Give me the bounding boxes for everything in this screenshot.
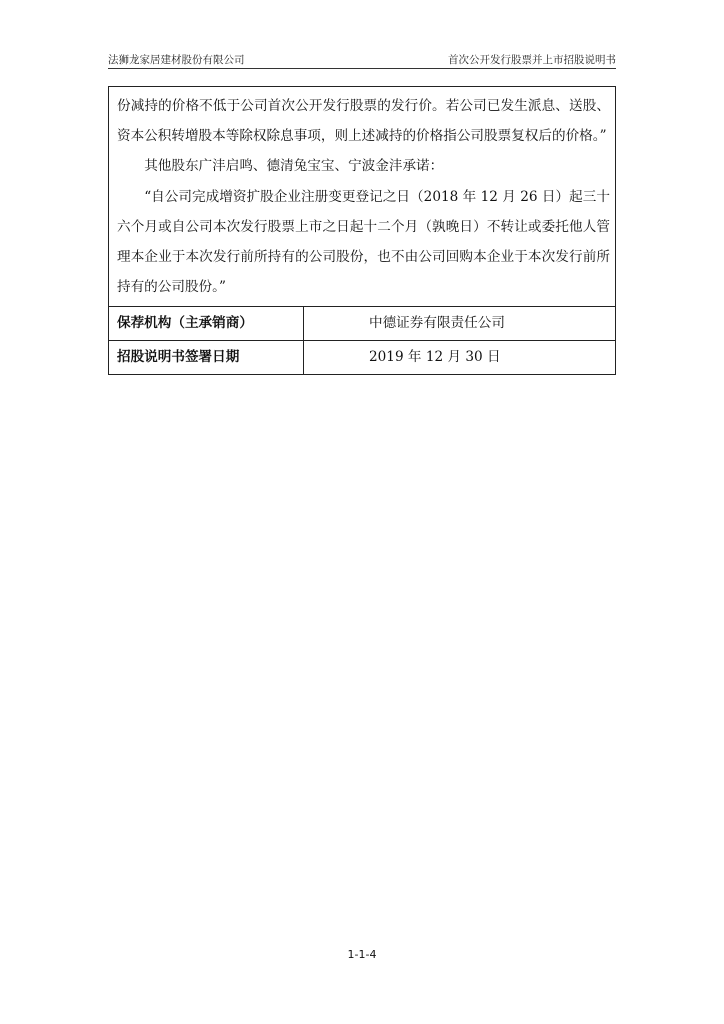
info-table (108, 86, 616, 375)
commitment-paragraph-continued: 份减持的价格不低于公司首次公开发行股票的发行价。若公司已发生派息、送股、资本公积转增股本等除权除息事项，则上述减持的价格指公司股票复权后的价格。” (117, 98, 610, 145)
other-shareholders-commitment: “自公司完成增资扩股企业注册变更登记之日（2018 年 12 月 26 日）起三十六个月或自公司本次发行股票上市之日起十二个月（孰晚日）不转让或委托他人管理本企业于本次发行前所持有的公司股份，也不由公司回购本企业于本次发行前所持有的公司股份。” (117, 188, 610, 296)
sponsor-label: 保荐机构（主承销商） (109, 307, 304, 340)
other-shareholders-intro: 其他股东广沣启鸣、德清兔宝宝、宁波金沣承诺： (144, 158, 444, 175)
sponsor-row (109, 306, 615, 340)
page-header (108, 52, 616, 68)
page-number: 1-1-4 (347, 948, 377, 961)
signing-date-row (109, 340, 615, 374)
header-company-name: 法狮龙家居建材股份有限公司 (108, 54, 245, 66)
commitment-text-cell (109, 87, 615, 306)
sponsor-value: 中德证券有限责任公司 (369, 315, 505, 332)
header-divider (108, 68, 616, 69)
signing-date-value: 2019 年 12 月 30 日 (369, 349, 501, 366)
header-document-title: 首次公开发行股票并上市招股说明书 (448, 54, 616, 66)
signing-date-label: 招股说明书签署日期 (109, 341, 304, 374)
